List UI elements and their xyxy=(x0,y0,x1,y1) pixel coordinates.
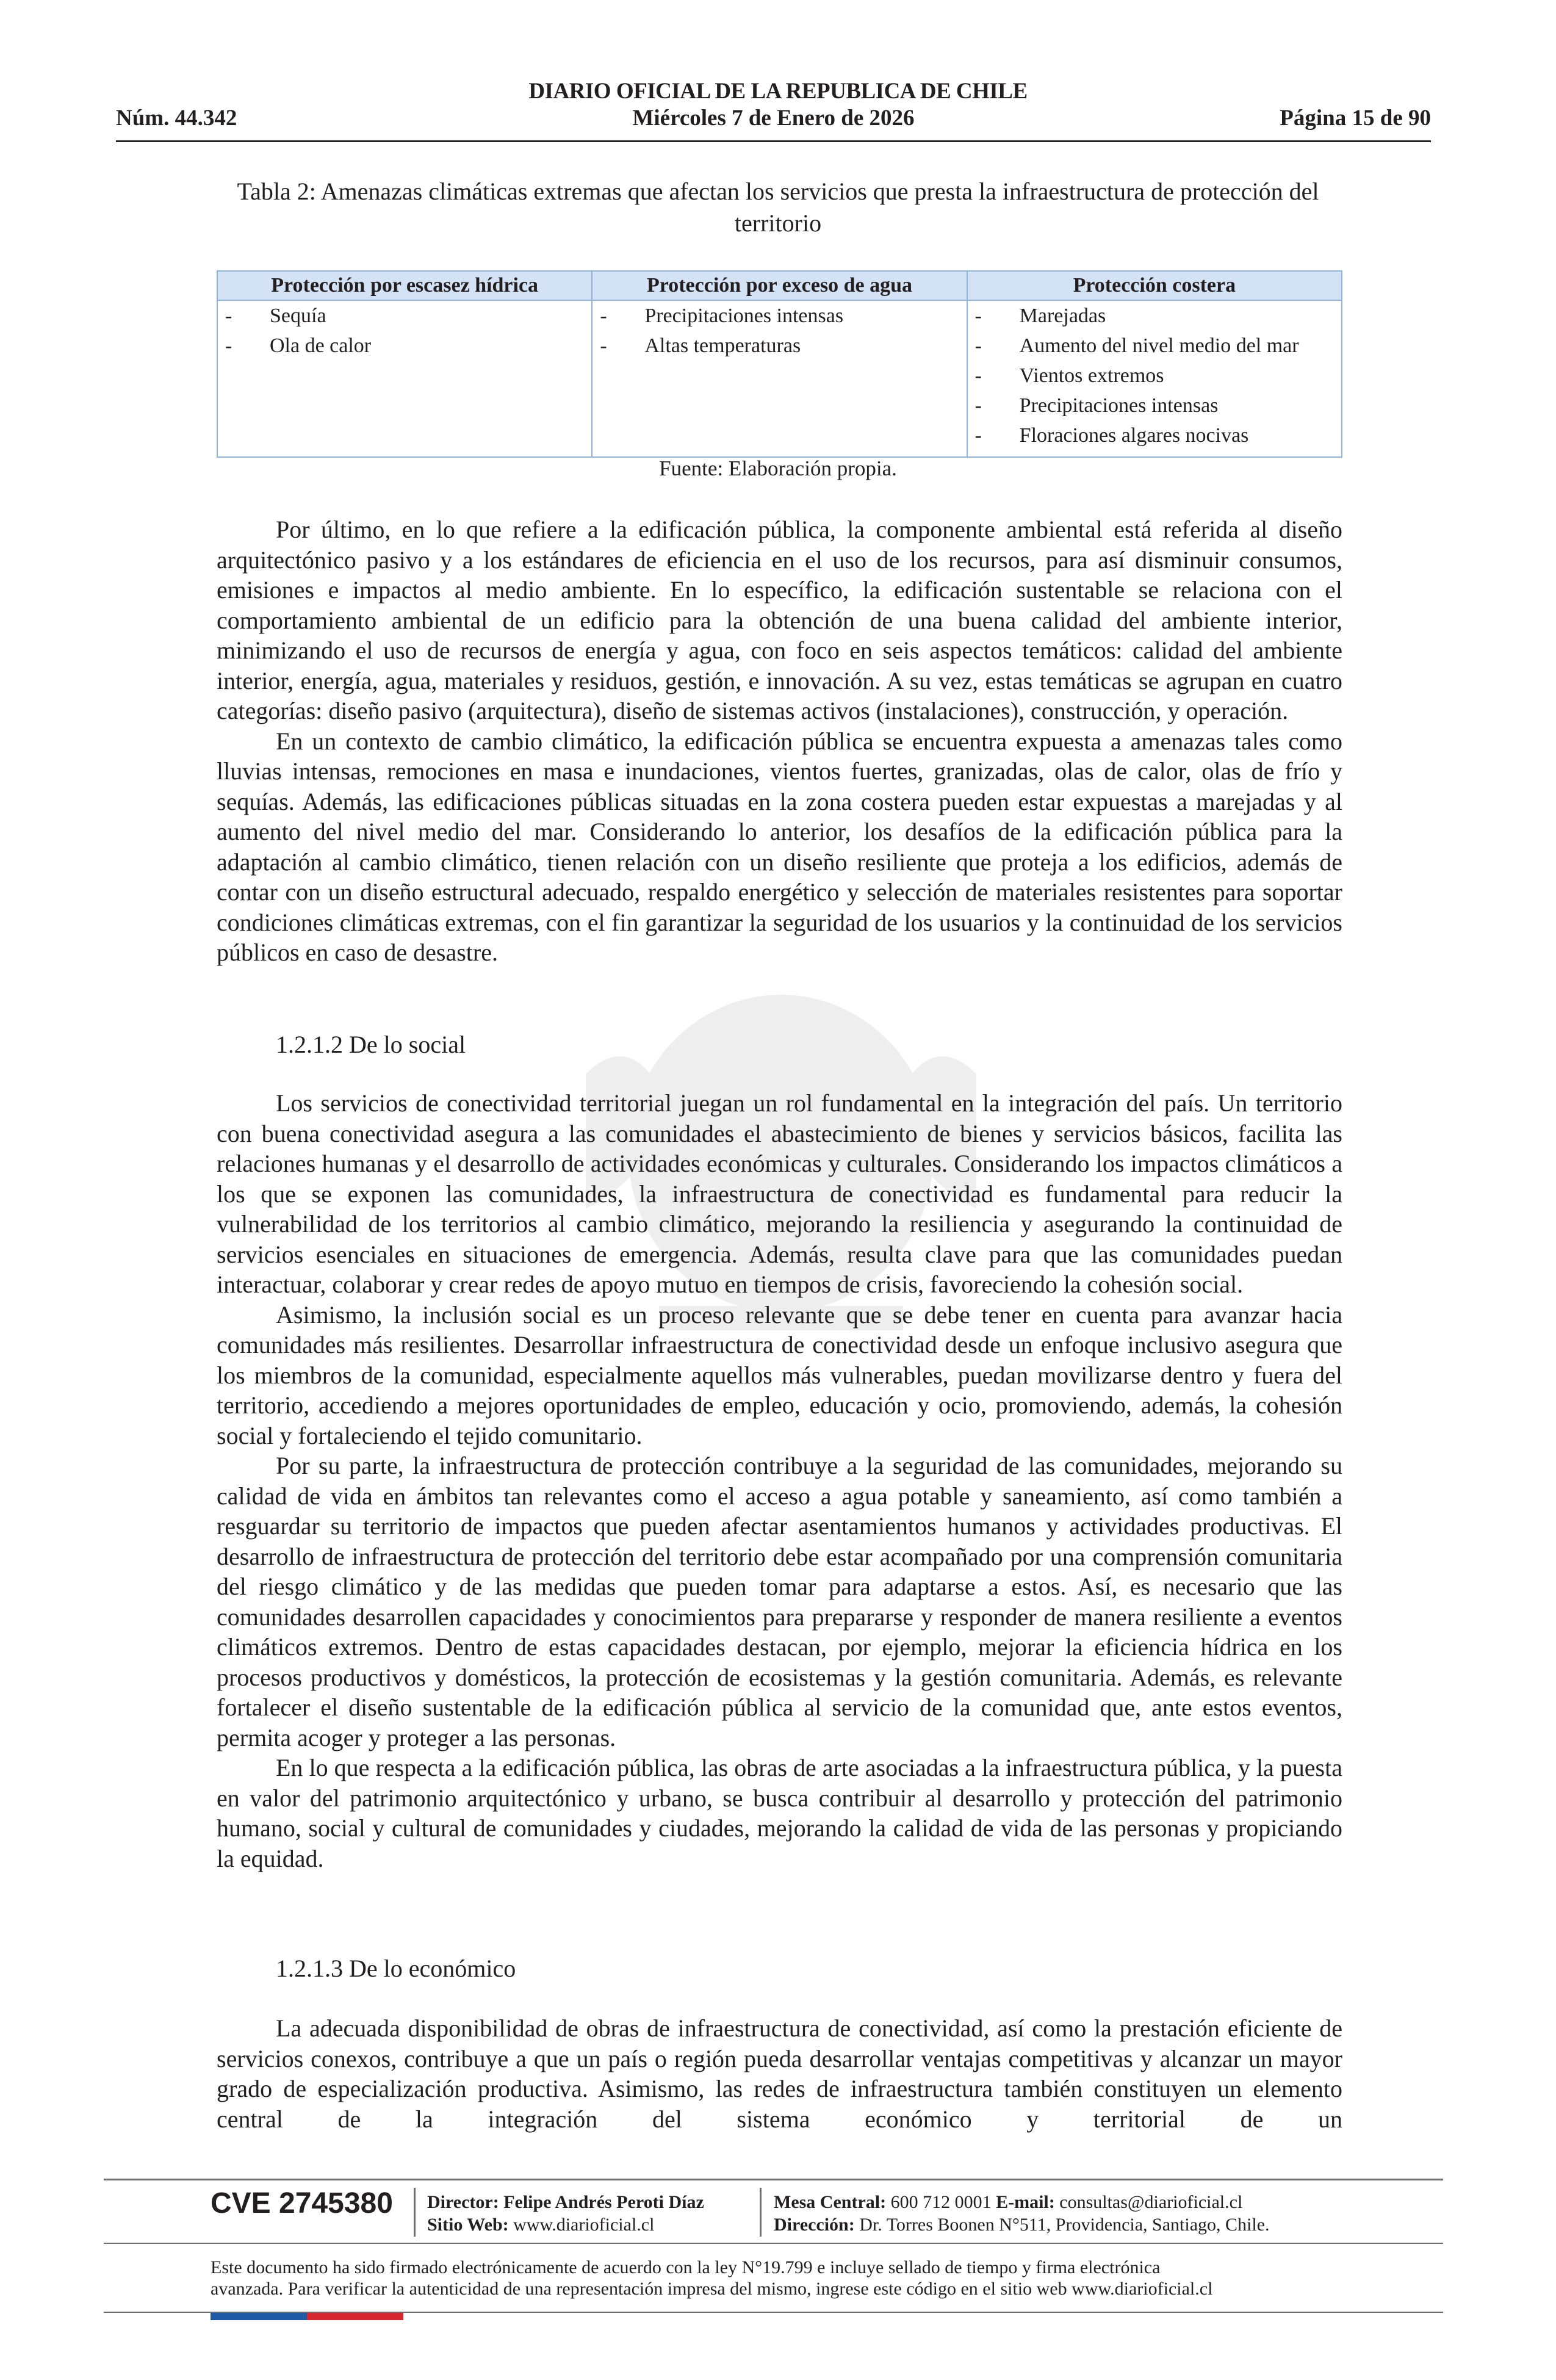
issue-date: Miércoles 7 de Enero de 2026 xyxy=(632,106,915,131)
paragraph: Asimismo, la inclusión social es un proceso relevante que se debe tener en cuenta para avanzar hacia comunidades más resilientes. Desarrollar infraestructura de conectividad desde un enfoque inclusivo asegura que los miembros de la comunidad, especialmente aquellos más vulnerables, puedan movilizarse dentro y fuera del territorio, accediendo a mejores oportunidades de empleo, educación y ocio, promoviendo, además, la cohesión social y fortaleciendo el tejido comunitario. xyxy=(217,1300,1342,1449)
paragraph: Por su parte, la infraestructura de protección contribuye a la seguridad de las comunidades, mejorando su calidad de vida en ámbitos tan relevantes como el acceso a agua potable y saneamiento, así como también a resguardar su territorio de impactos que pueden afectar asentamientos humanos y actividades productivas. El desarrollo de infraestructura de protección del territorio debe estar acompañado por una comprensión comunitaria del riesgo climático y de las medidas que pueden tomar para adaptarse a estos. Así, es necesario que las comunidades desarrollen capacidades y conocimientos para prepararse y responder de manera resiliente a eventos climáticos extremos. Dentro de estas capacidades destacan, por ejemplo, mejorar la eficiencia hídrica en los procesos productivos y domésticos, la protección de ecosistemas y la gestión comunitaria. Además, es relevante fortalecer el diseño sustentable de la edificación pública al servicio de la comunidad que, ante estos eventos, permita acoger y proteger a las personas. xyxy=(217,1452,1342,1751)
issue-number: Núm. 44.342 xyxy=(116,106,237,131)
footer-contact-block xyxy=(774,2191,1270,2236)
website-label: Sitio Web: xyxy=(427,2215,509,2235)
table-caption: Tabla 2: Amenazas climáticas extremas que afectan los servicios que presta la infraestructura de protección del territorio xyxy=(237,178,1319,237)
table-source: Fuente: Elaboración propia. xyxy=(659,456,897,480)
footer-divider xyxy=(104,2179,1443,2180)
table-row xyxy=(217,300,1342,457)
table-header-row xyxy=(217,271,1342,300)
header-divider xyxy=(116,140,1431,142)
list-item: - Precipitaciones intensas xyxy=(968,393,1341,423)
legal-line: avanzada. Para verificar la autenticidad de una representación impresa del mismo, ingrese este código en el sitio web www.diarioficial.cl xyxy=(211,2279,1213,2299)
paragraph: La adecuada disponibilidad de obras de infraestructura de conectividad, así como la prestación eficiente de servicios conexos, contribuye a que un país o región pueda desarrollar ventajas competitivas y alcanzar un mayor grado de especialización productiva. Asimismo, las redes de infraestructura también constituyen un elemento central de la integración del sistema económico y territorial de un xyxy=(217,2014,1342,2133)
legal-notice xyxy=(211,2257,1370,2299)
flag-stripe-red xyxy=(307,2313,403,2320)
header-row xyxy=(116,105,1431,134)
body-section-social xyxy=(217,1088,1342,1873)
paragraph: Por último, en lo que refiere a la edificación pública, la componente ambiental está referida al diseño arquitectónico pasivo y a los estándares de eficiencia en el uso de los recursos, para así disminuir consumos, emisiones e impactos al medio ambiente. En lo específico, la edificación sustentable se relaciona con el comportamiento ambiental de un edificio para la obtención de una buena calidad del ambiente interior, minimizando el uso de recursos de energía y agua, con foco en seis aspectos temáticos: calidad del ambiente interior, energía, agua, materiales y residuos, gestión, e innovación. A su vez, estas temáticas se agrupan en cuatro categorías: diseño pasivo (arquitectura), diseño de sistemas activos (instalaciones), construcción, y operación. xyxy=(217,516,1342,724)
footer-director-block xyxy=(427,2191,704,2236)
address-text: Dr. Torres Boonen N°511, Providencia, Santiago, Chile. xyxy=(859,2215,1270,2235)
section-heading-social: 1.2.1.2 De lo social xyxy=(276,1031,466,1058)
table-cell xyxy=(967,300,1342,457)
paragraph: Los servicios de conectividad territorial juegan un rol fundamental en la integración del país. Un territorio con buena conectividad asegura a las comunidades el abastecimiento de bienes y servicios básicos, facilita las relaciones humanas y el desarrollo de actividades económicas y culturales. Considerando los impactos climáticos a los que se exponen las comunidades, la infraestructura de conectividad es fundamental para reducir la vulnerabilidad de los territorios al cambio climático, mejorando la resiliencia y asegurando la continuidad de servicios esenciales en situaciones de emergencia. Además, resulta clave para que las comunidades puedan interactuar, colaborar y crear redes de apoyo mutuo en tiempos de crisis, favoreciendo la cohesión social. xyxy=(217,1089,1342,1298)
column-header: Protección costera xyxy=(967,271,1342,300)
list-item: - Marejadas xyxy=(968,303,1341,333)
email-link[interactable]: consultas@diarioficial.cl xyxy=(1059,2192,1243,2212)
threat-list xyxy=(968,303,1341,453)
section-heading-economic: 1.2.1.3 De lo económico xyxy=(276,1955,516,1982)
list-item: - Precipitaciones intensas xyxy=(593,303,966,333)
table-cell xyxy=(592,300,967,457)
cve-code: CVE 2745380 xyxy=(211,2187,393,2220)
director-name: Felipe Andrés Peroti Díaz xyxy=(503,2192,704,2212)
phone-number: 600 712 0001 xyxy=(890,2192,992,2212)
column-header: Protección por exceso de agua xyxy=(592,271,967,300)
list-item: - Floraciones algares nocivas xyxy=(968,423,1341,453)
website-link[interactable]: www.diarioficial.cl xyxy=(513,2215,655,2235)
list-item: - Altas temperaturas xyxy=(593,333,966,363)
column-header: Protección por escasez hídrica xyxy=(217,271,592,300)
table-cell xyxy=(217,300,592,457)
email-label: E-mail: xyxy=(996,2192,1055,2212)
publication-title: DIARIO OFICIAL DE LA REPUBLICA DE CHILE xyxy=(528,79,1028,104)
footer-separator xyxy=(414,2188,416,2237)
director-label: Director: xyxy=(427,2192,499,2212)
body-section-building xyxy=(217,514,1342,968)
body-section-economic xyxy=(217,2013,1342,2134)
legal-line: Este documento ha sido firmado electrónicamente de acuerdo con la ley N°19.799 e incluye sellado de tiempo y firma electrónica xyxy=(211,2257,1161,2277)
list-item: - Vientos extremos xyxy=(968,363,1341,393)
climate-threats-table xyxy=(217,270,1342,458)
paragraph: En un contexto de cambio climático, la edificación pública se encuentra expuesta a amenazas tales como lluvias intensas, remociones en masa e inundaciones, vientos fuertes, granizadas, olas de calor, olas de frío y sequías. Además, las edificaciones públicas situadas en la zona costera pueden estar expuestas a marejadas y al aumento del nivel medio del mar. Considerando lo anterior, los desafíos de la edificación pública para la adaptación al cambio climático, tienen relación con un diseño resiliente que proteja a los edificios, además de contar con un diseño estructural adecuado, respaldo energético y selección de materiales resistentes para soportar condiciones climáticas extremas, con el fin garantizar la seguridad de los usuarios y la continuidad de los servicios públicos en caso de desastre. xyxy=(217,727,1342,966)
paragraph: En lo que respecta a la edificación pública, las obras de arte asociadas a la infraestructura pública, y la puesta en valor del patrimonio arquitectónico y urbano, se busca contribuir al desarrollo y protección del patrimonio humano, social y cultural de comunidades y ciudades, mejorando la calidad de vida de las personas y propiciando la equidad. xyxy=(217,1754,1342,1872)
threat-list xyxy=(593,303,966,363)
threat-list xyxy=(218,303,591,363)
list-item: - Ola de calor xyxy=(218,333,591,363)
list-item: - Sequía xyxy=(218,303,591,333)
flag-stripe-blue xyxy=(211,2313,307,2320)
footer-divider xyxy=(104,2243,1443,2244)
footer-separator xyxy=(760,2188,762,2237)
list-item: - Aumento del nivel medio del mar xyxy=(968,333,1341,363)
page-number: Página 15 de 90 xyxy=(1280,106,1431,131)
phone-label: Mesa Central: xyxy=(774,2192,887,2212)
address-label: Dirección: xyxy=(774,2215,855,2235)
